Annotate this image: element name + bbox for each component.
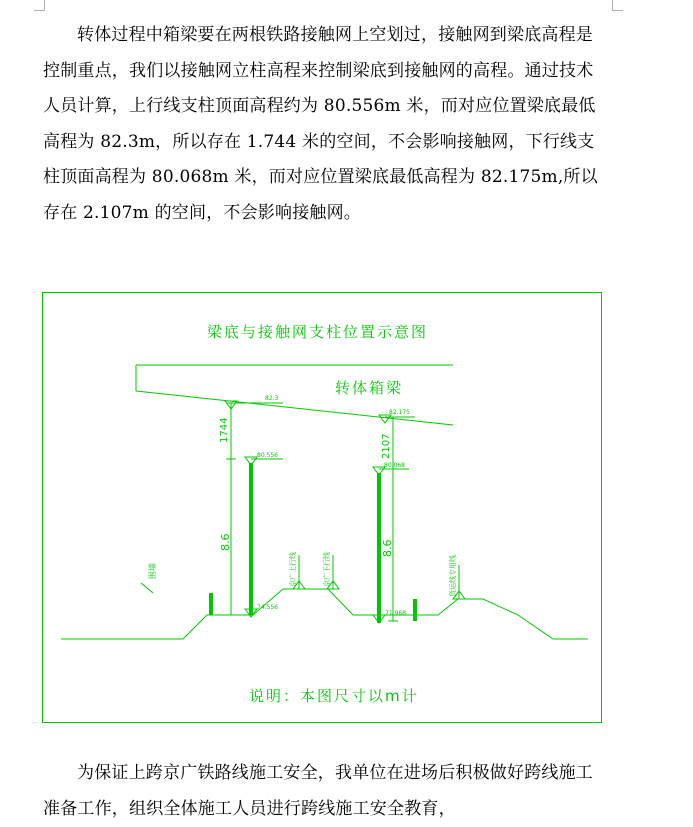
label-track-2: 京广下行线 xyxy=(323,552,331,587)
elev-text-pole-right: 80.068 xyxy=(384,462,405,469)
elev-text-beam-left: 82.3 xyxy=(265,395,279,402)
diagram-figure xyxy=(42,292,602,723)
dim-text-left-pole: 8.6 xyxy=(219,533,232,551)
dim-text-left-gap: 1744 xyxy=(219,417,230,443)
label-fence: 围墙 xyxy=(148,563,157,579)
label-track-3: 货运线专用线 xyxy=(449,555,457,597)
diagram-note: 说明：本图尺寸以m计 xyxy=(249,687,419,705)
elev-text-ground-right: 71.968 xyxy=(385,610,406,617)
elev-text-ground-left: 74.556 xyxy=(257,604,278,611)
ground-profile xyxy=(61,589,588,639)
diagram-title: 梁底与接触网支柱位置示意图 xyxy=(207,323,429,341)
label-track-1: 京广上行线 xyxy=(289,552,297,587)
elev-marker-beam-right xyxy=(379,415,391,423)
elev-text-beam-right: 82.175 xyxy=(389,409,410,416)
elev-text-pole-left: 80.556 xyxy=(257,452,278,459)
dim-text-right-pole: 8.6 xyxy=(381,539,394,557)
body-paragraph-2: 为保证上跨京广铁路线施工安全，我单位在进场后积极做好跨线施工准备工作，组织全体施工人员进行跨线施工安全教育， xyxy=(43,763,593,819)
beam-label: 转体箱梁 xyxy=(335,379,404,397)
page-corner-mark-left xyxy=(34,0,45,11)
diagram-drawing xyxy=(43,293,603,724)
beam-bottom-line xyxy=(136,391,453,425)
page-corner-mark-right xyxy=(612,0,623,11)
dim-text-right-gap: 2107 xyxy=(381,433,392,459)
body-paragraph-1: 转体过程中箱梁要在两根铁路接触网上空划过，接触网到梁底高程是控制重点，我们以接触网立柱高程来控制梁底到接触网的高程。通过技术人员计算，上行线支柱顶面高程约为 80.556m 米，而对应位置梁底最低高程为 82.3m，所以存在 1.744 米的空间，不会影响接触网，下行线支柱顶面高程为 80.068m 米，而对应位置梁底最低高程为 82.175m,所以存在 2.107m 的空间，不会影响接触网。 xyxy=(43,25,598,223)
